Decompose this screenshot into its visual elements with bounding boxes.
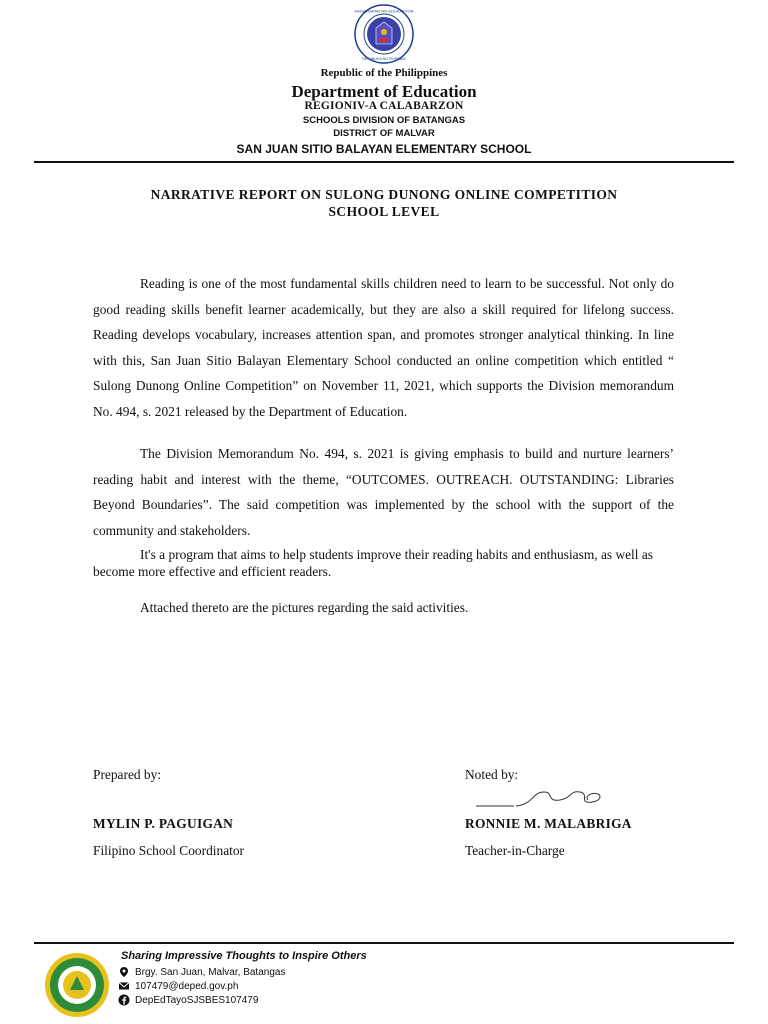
paragraph-2: The Division Memorandum No. 494, s. 2021 is giving emphasis to build and nurture learners’ reading habit and interest with the theme, “OUTCOMES. OUTREACH. OUTSTANDING: Libraries Beyond Boundaries”. The said competition was implemented by the school with the support of the community and stakeholders. [93, 446, 674, 538]
footer-tagline: Sharing Impressive Thoughts to Inspire Others [121, 950, 367, 962]
paragraph-1: Reading is one of the most fundamental skills children need to learn to be successful. Not only do good reading skills benefit learner academically, but they are also a skill required for lifelong success. Reading develops vocabulary, increases attention span, and promotes stronger analytical thinking. In line with this, San Juan Sitio Balayan Elementary School conducted an online competition which entitled “ Sulong Dunong Online Competition” on November 11, 2021, which supports the Division memorandum No. 494, s. 2021 released by the Department of Education. [93, 276, 674, 419]
facebook-icon [118, 994, 130, 1006]
header-school: SAN JUAN SITIO BALAYAN ELEMENTARY SCHOOL [236, 142, 532, 156]
noter-role: Teacher-in-Charge [465, 843, 565, 858]
header-district: DISTRICT OF MALVAR [333, 128, 435, 139]
preparer-name: MYLIN P. PAGUIGAN [93, 816, 234, 831]
header-republic: Republic of the Philippines [320, 67, 448, 79]
footer-email-row [118, 980, 238, 992]
noted-by-label: Noted by: [465, 767, 519, 782]
school-logo [44, 952, 110, 1018]
paragraph-4: Attached thereto are the pictures regarding the said activities. [140, 600, 469, 615]
report-title-line1: NARRATIVE REPORT ON SULONG DUNONG ONLINE COMPETITION [150, 187, 618, 202]
report-title-line2: SCHOOL LEVEL [328, 204, 440, 219]
noter-name: RONNIE M. MALABRIGA [465, 816, 632, 831]
prepared-by-label: Prepared by: [93, 767, 162, 782]
footer-address-row [118, 966, 285, 978]
header-division: SCHOOLS DIVISION OF BATANGAS [302, 115, 466, 126]
header-region: REGIONIV-A CALABARZON [304, 100, 464, 112]
handwritten-signature [474, 786, 610, 812]
location-pin-icon [118, 966, 130, 978]
preparer-role: Filipino School Coordinator [93, 843, 245, 858]
footer-facebook[interactable]: DepEdTayoSJSBES107479 [135, 994, 259, 1006]
svg-text:REPUBLIKA NG PILIPINAS: REPUBLIKA NG PILIPINAS [362, 57, 406, 61]
footer-divider [34, 942, 734, 944]
header-divider [34, 161, 734, 163]
header-department: Department of Education [291, 82, 477, 101]
footer-email[interactable]: 107479@deped.gov.ph [135, 980, 239, 992]
paragraph-3: It's a program that aims to help students improve their reading habits and enthusiasm, as well as become more effective and efficient readers. [93, 547, 654, 579]
envelope-icon [118, 980, 130, 992]
footer-facebook-row [118, 994, 258, 1006]
deped-seal-logo [354, 4, 414, 64]
footer-address: Brgy. San Juan, Malvar, Batangas [135, 966, 286, 978]
svg-text:KAGAWARAN NG EDUKASYON: KAGAWARAN NG EDUKASYON [354, 8, 414, 14]
